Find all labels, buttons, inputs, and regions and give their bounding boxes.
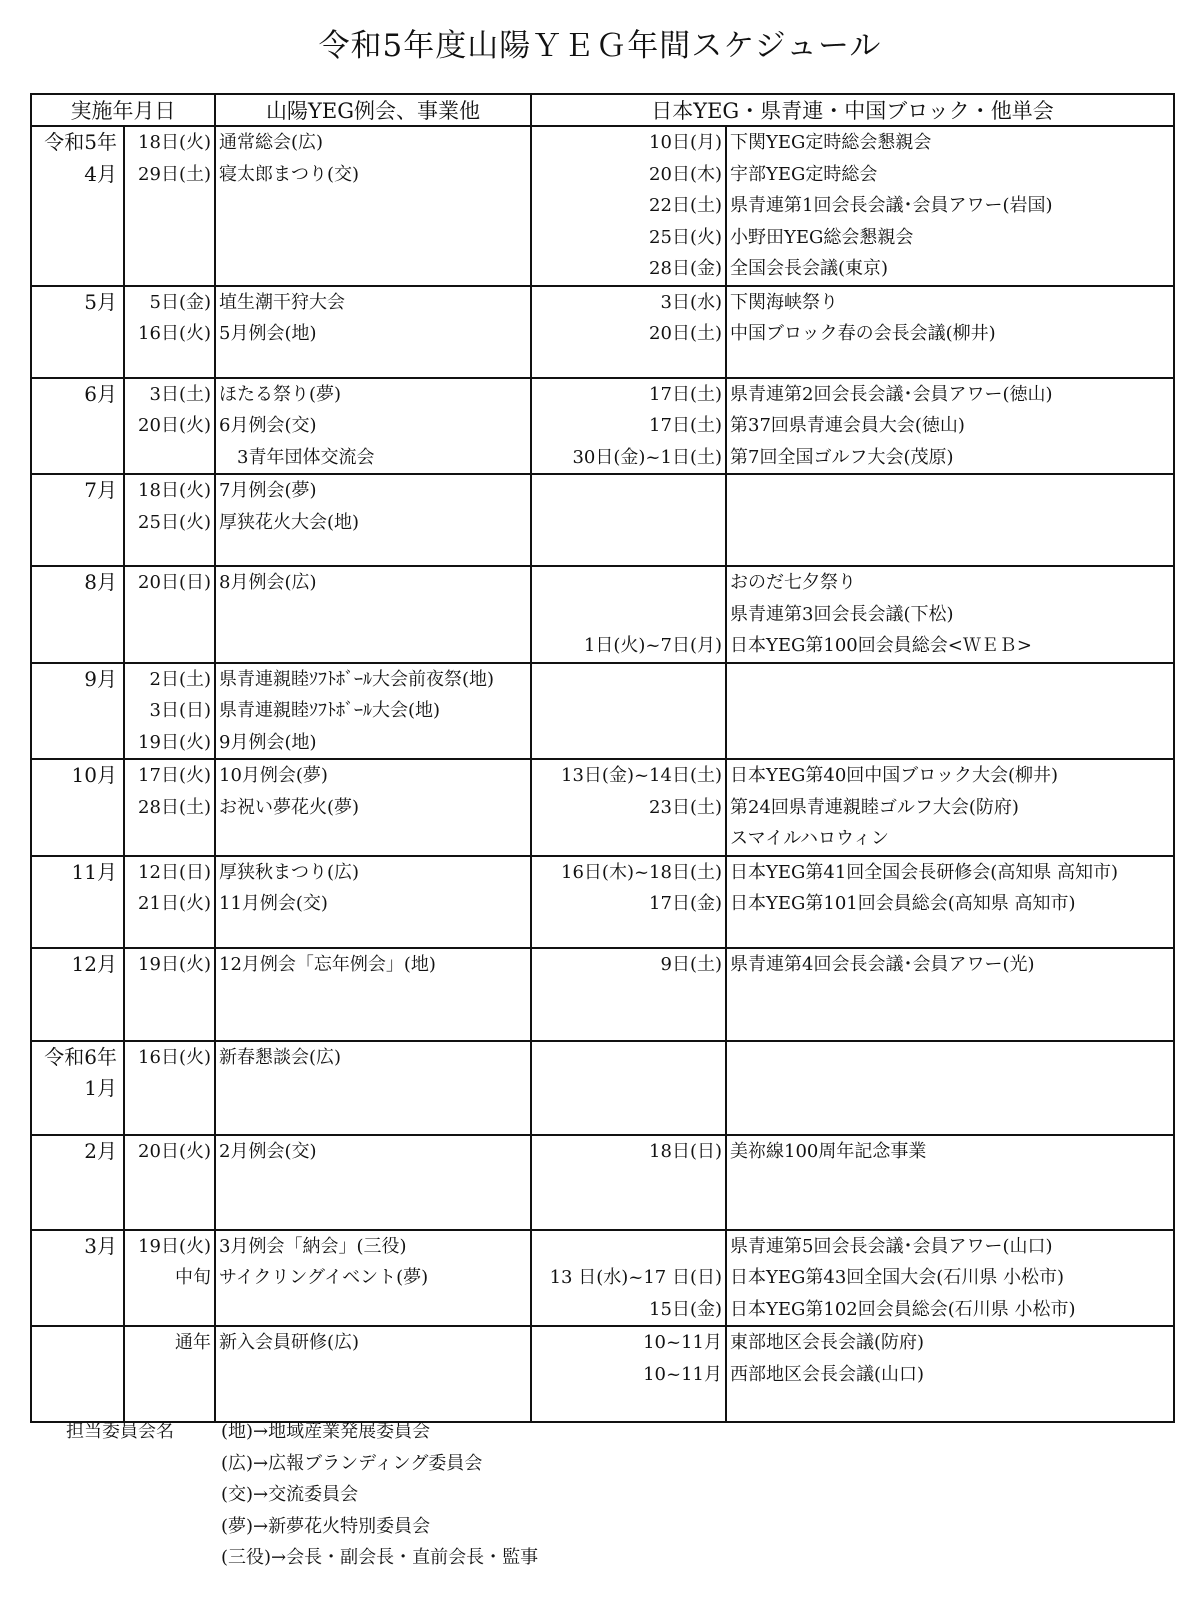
other-event-cell-line: 第37回県青連会員大会(徳山) <box>730 415 965 436</box>
sanyo-event-cell-line: 通常総会(広) <box>219 132 324 153</box>
other-date-cell <box>531 856 726 948</box>
other-date-cell-line: 23日(土) <box>649 796 722 818</box>
month-cell-line: 12月 <box>71 951 117 976</box>
schedule-table <box>30 93 1175 1423</box>
sanyo-date-cell-line: 28日(土) <box>138 796 211 818</box>
month-cell-line: 3月 <box>84 1233 117 1258</box>
sanyo-event-cell <box>215 126 531 286</box>
table-row <box>31 1230 1174 1327</box>
other-event-cell-line: 小野田YEG総会懇親会 <box>730 226 914 248</box>
month-cell-line: 令和6年 <box>44 1044 117 1069</box>
sanyo-date-cell <box>124 1230 215 1327</box>
other-event-cell <box>726 474 1174 566</box>
month-cell-line: 8月 <box>84 570 117 594</box>
month-cell-line: 9月 <box>84 666 117 691</box>
table-row <box>31 948 1174 1041</box>
other-event-cell <box>726 1230 1174 1327</box>
month-cell-line: 6月 <box>84 381 117 406</box>
sanyo-date-cell-line: 通年 <box>175 1332 211 1353</box>
other-event-cell-line: 下関YEG定時総会懇親会 <box>730 132 932 153</box>
month-cell <box>31 856 124 948</box>
other-date-cell-line: 20日(木) <box>649 163 722 185</box>
month-cell-line: 11月 <box>71 859 117 884</box>
other-event-cell-line: 第24回県青連親睦ゴルフ大会(防府) <box>730 796 1019 818</box>
other-date-cell <box>531 1230 726 1327</box>
other-date-cell-line: 13 日(水)~17 日(日) <box>549 1267 722 1288</box>
other-date-cell-line: 22日(土) <box>649 195 722 216</box>
other-event-cell <box>726 1326 1174 1422</box>
sanyo-date-cell <box>124 663 215 760</box>
other-event-cell-line: 美祢線100周年記念事業 <box>730 1140 927 1162</box>
other-date-cell <box>531 474 726 566</box>
table-row <box>31 1326 1174 1422</box>
sanyo-event-cell-line: 新入会員研修(広) <box>219 1332 360 1353</box>
header-date: 実施年月日 <box>31 94 215 126</box>
other-event-cell <box>726 1135 1174 1230</box>
table-row <box>31 1135 1174 1230</box>
other-date-cell-line: 3日(水) <box>660 291 722 313</box>
sanyo-event-cell <box>215 948 531 1041</box>
other-date-cell <box>531 663 726 760</box>
other-date-cell-line <box>532 1231 722 1263</box>
sanyo-date-cell-line: 16日(火) <box>138 323 211 344</box>
header-sanyo: 山陽YEG例会、事業他 <box>215 94 531 126</box>
sanyo-date-cell-line: 中旬 <box>175 1267 211 1288</box>
other-event-cell-line: 県青連第5回会長会議･会員アワー(山口) <box>730 1235 1053 1257</box>
month-cell <box>31 1326 124 1422</box>
sanyo-date-cell-line: 16日(火) <box>138 1046 211 1068</box>
table-row <box>31 126 1174 286</box>
other-event-cell-line: 東部地区会長会議(防府) <box>730 1332 925 1353</box>
header-row <box>31 94 1174 126</box>
other-date-cell-line: 30日(金)~1日(土) <box>572 446 722 468</box>
month-cell-line: 7月 <box>84 478 117 502</box>
sanyo-date-cell <box>124 856 215 948</box>
other-event-cell-line: 中国ブロック春の会長会議(柳井) <box>730 323 996 344</box>
other-date-cell <box>531 1135 726 1230</box>
month-cell <box>31 474 124 566</box>
sanyo-date-cell-line: 19日(火) <box>138 1235 211 1257</box>
sanyo-date-cell-line: 12日(日) <box>138 861 211 883</box>
sanyo-date-cell <box>124 474 215 566</box>
sanyo-event-cell-line: 10月例会(夢) <box>219 765 328 786</box>
other-event-cell-line: 日本YEG第102回会員総会(石川県 小松市) <box>730 1298 1076 1320</box>
other-event-cell <box>726 663 1174 760</box>
other-date-cell-line: 18日(日) <box>649 1140 722 1162</box>
other-event-cell-line: 日本YEG第101回会員総会(高知県 高知市) <box>730 893 1076 914</box>
other-date-cell-line: 1日(火)~7日(月) <box>583 635 722 656</box>
sanyo-event-cell-line: 3月例会「納会」(三役) <box>219 1235 407 1257</box>
page-title: 令和5年度山陽ＹＥＧ年間スケジュール <box>318 28 882 64</box>
table-row <box>31 759 1174 856</box>
sanyo-date-cell <box>124 759 215 856</box>
month-cell <box>31 1230 124 1327</box>
sanyo-event-cell-line: 8月例会(広) <box>219 572 317 593</box>
sanyo-date-cell-line: 20日(日) <box>138 572 211 593</box>
month-cell <box>31 126 124 286</box>
sanyo-event-cell-line: 9月例会(地) <box>219 731 317 753</box>
sanyo-date-cell-line: 3日(土) <box>149 383 211 405</box>
other-event-cell-line: 日本YEG第43回全国大会(石川県 小松市) <box>730 1267 1065 1288</box>
table-row <box>31 1041 1174 1135</box>
sanyo-event-cell-line: 12月例会「忘年例会」(地) <box>219 953 436 975</box>
other-date-cell-line: 17日(土) <box>649 383 722 405</box>
sanyo-date-cell-line: 5日(金) <box>149 291 211 313</box>
sanyo-date-cell-line: 17日(火) <box>138 765 211 786</box>
table-row <box>31 286 1174 378</box>
other-event-cell <box>726 1041 1174 1135</box>
other-date-cell-line: 10~11月 <box>643 1332 722 1353</box>
other-event-cell <box>726 566 1174 663</box>
month-cell-line: 1月 <box>84 1076 117 1100</box>
other-event-cell <box>726 126 1174 286</box>
month-cell-line: 4月 <box>84 161 117 186</box>
sanyo-date-cell-line: 21日(火) <box>138 893 211 914</box>
month-cell-line: 令和5年 <box>44 130 117 154</box>
other-event-cell <box>726 759 1174 856</box>
sanyo-date-cell-line: 29日(土) <box>138 163 211 185</box>
sanyo-event-cell-line: サイクリングイベント(夢) <box>219 1267 429 1288</box>
sanyo-event-cell-line: 寝太郎まつり(交) <box>219 163 360 185</box>
sanyo-event-cell-line: ほたる祭り(夢) <box>219 383 342 405</box>
month-cell <box>31 948 124 1041</box>
sanyo-event-cell <box>215 856 531 948</box>
header-other: 日本YEG・県青連・中国ブロック・他単会 <box>531 94 1174 126</box>
sanyo-date-cell-line: 19日(火) <box>138 731 211 753</box>
other-event-cell <box>726 856 1174 948</box>
sanyo-event-cell <box>215 1230 531 1327</box>
sanyo-date-cell <box>124 286 215 378</box>
sanyo-date-cell-line: 18日(火) <box>138 132 211 153</box>
other-event-cell <box>726 286 1174 378</box>
sanyo-date-cell <box>124 1041 215 1135</box>
other-date-cell-line <box>532 567 722 599</box>
month-cell <box>31 378 124 475</box>
other-date-cell <box>531 378 726 475</box>
sanyo-date-cell-line: 20日(火) <box>138 1140 211 1162</box>
sanyo-event-cell-line: 11月例会(交) <box>219 893 328 914</box>
sanyo-event-cell-line: 6月例会(交) <box>219 415 317 436</box>
other-date-cell-line: 17日(土) <box>649 415 722 436</box>
month-cell <box>31 759 124 856</box>
other-date-cell-line: 25日(火) <box>649 226 722 248</box>
month-cell <box>31 1041 124 1135</box>
other-event-cell-line: 宇部YEG定時総会 <box>730 163 878 185</box>
sanyo-date-cell-line: 20日(火) <box>138 415 211 436</box>
sanyo-date-cell <box>124 566 215 663</box>
other-date-cell <box>531 126 726 286</box>
other-event-cell-line: 第7回全国ゴルフ大会(茂原) <box>730 446 954 468</box>
table-row <box>31 378 1174 475</box>
month-cell-line: 5月 <box>84 289 117 314</box>
sanyo-event-cell-line: 新春懇談会(広) <box>219 1046 342 1068</box>
other-event-cell-line: 県青連第4回会長会議･会員アワー(光) <box>730 953 1035 975</box>
sanyo-event-cell-line: お祝い夢花火(夢) <box>219 796 360 818</box>
sanyo-event-cell <box>215 566 531 663</box>
other-event-cell-line: 日本YEG第40回中国ブロック大会(柳井) <box>730 765 1058 786</box>
table-row <box>31 856 1174 948</box>
notes-items <box>221 1416 538 1574</box>
other-date-cell <box>531 1041 726 1135</box>
sanyo-event-cell <box>215 286 531 378</box>
other-date-cell-line <box>532 599 722 631</box>
sanyo-date-cell <box>124 1135 215 1230</box>
other-event-cell-line: 全国会長会議(東京) <box>730 258 889 279</box>
other-event-cell <box>726 378 1174 475</box>
other-date-cell-line: 13日(金)~14日(土) <box>561 765 722 786</box>
other-date-cell-line <box>532 823 722 855</box>
sanyo-event-cell <box>215 1041 531 1135</box>
month-cell <box>31 663 124 760</box>
other-date-cell-line: 28日(金) <box>649 258 722 279</box>
table-row <box>31 663 1174 760</box>
other-date-cell-line: 9日(土) <box>660 953 722 975</box>
sanyo-event-cell-line: 2月例会(交) <box>219 1140 317 1162</box>
other-event-cell-line: 日本YEG第41回全国会長研修会(高知県 高知市) <box>730 861 1119 883</box>
other-date-cell <box>531 759 726 856</box>
other-event-cell-line: 県青連第1回会長会議･会員アワー(岩国) <box>730 195 1053 216</box>
other-event-cell-line: スマイルハロウィン <box>730 828 889 849</box>
sanyo-date-cell <box>124 1326 215 1422</box>
sanyo-event-cell <box>215 378 531 475</box>
sanyo-event-cell <box>215 474 531 566</box>
note-item: (広)→広報ブランディング委員会 <box>221 1452 483 1474</box>
sanyo-date-cell-line: 18日(火) <box>138 480 211 501</box>
other-date-cell-line: 10~11月 <box>643 1363 722 1385</box>
month-cell <box>31 286 124 378</box>
sanyo-date-cell <box>124 948 215 1041</box>
other-date-cell <box>531 566 726 663</box>
other-date-cell-line: 16日(木)~18日(土) <box>561 861 722 883</box>
other-date-cell <box>531 948 726 1041</box>
note-item: (三役)→会長・副会長・直前会長・監事 <box>221 1547 539 1568</box>
other-date-cell <box>531 286 726 378</box>
sanyo-date-cell <box>124 126 215 286</box>
sanyo-date-cell-line: 2日(土) <box>149 668 211 690</box>
sanyo-event-cell-line: 5月例会(地) <box>219 323 317 344</box>
sanyo-event-cell-line: 県青連親睦ｿﾌﾄﾎﾞｰﾙ大会(地) <box>219 700 441 721</box>
note-item: (夢)→新夢花火特別委員会 <box>221 1515 431 1537</box>
other-event-cell-line: 県青連第3回会長会議(下松) <box>730 603 954 625</box>
note-item: (交)→交流委員会 <box>221 1484 359 1505</box>
sanyo-date-cell-line: 19日(火) <box>138 953 211 975</box>
table-row <box>31 474 1174 566</box>
other-date-cell <box>531 1326 726 1422</box>
table-row <box>31 566 1174 663</box>
sanyo-event-cell-line: 7月例会(夢) <box>219 480 317 501</box>
sanyo-event-cell-line: 県青連親睦ｿﾌﾄﾎﾞｰﾙ大会前夜祭(地) <box>219 668 495 690</box>
sanyo-event-cell-line: 厚狭秋まつり(広) <box>219 861 360 883</box>
other-date-cell-line: 20日(土) <box>649 323 722 344</box>
other-event-cell-line: 日本YEG第100回会員総会<ＷＥＢ> <box>730 635 1032 656</box>
notes-label: 担当委員会名 <box>66 1421 174 1442</box>
sanyo-date-cell-line: 3日(日) <box>149 700 211 721</box>
sanyo-date-cell-line: 25日(火) <box>138 511 211 533</box>
other-event-cell-line: 下関海峡祭り <box>730 291 838 313</box>
month-cell-line: 10月 <box>71 763 117 787</box>
other-event-cell-line: 県青連第2回会長会議･会員アワー(徳山) <box>730 383 1053 405</box>
sanyo-event-cell <box>215 759 531 856</box>
sanyo-date-cell <box>124 378 215 475</box>
note-item: (地)→地域産業発展委員会 <box>221 1421 431 1442</box>
other-date-cell-line: 10日(月) <box>649 132 722 153</box>
other-date-cell-line: 17日(金) <box>649 893 722 914</box>
other-date-cell-line: 15日(金) <box>649 1298 722 1320</box>
month-cell <box>31 1135 124 1230</box>
sanyo-event-cell-line: 厚狭花火大会(地) <box>219 511 360 533</box>
other-event-cell-line: 西部地区会長会議(山口) <box>730 1363 925 1385</box>
sanyo-event-cell <box>215 1326 531 1422</box>
sanyo-event-cell-line: 埴生潮干狩大会 <box>219 291 345 313</box>
other-event-cell-line: おのだ七夕祭り <box>730 572 856 593</box>
sanyo-event-cell <box>215 663 531 760</box>
sanyo-event-cell-line: 3青年団体交流会 <box>219 446 375 468</box>
month-cell-line: 2月 <box>84 1138 117 1163</box>
other-event-cell <box>726 948 1174 1041</box>
month-cell <box>31 566 124 663</box>
sanyo-event-cell <box>215 1135 531 1230</box>
